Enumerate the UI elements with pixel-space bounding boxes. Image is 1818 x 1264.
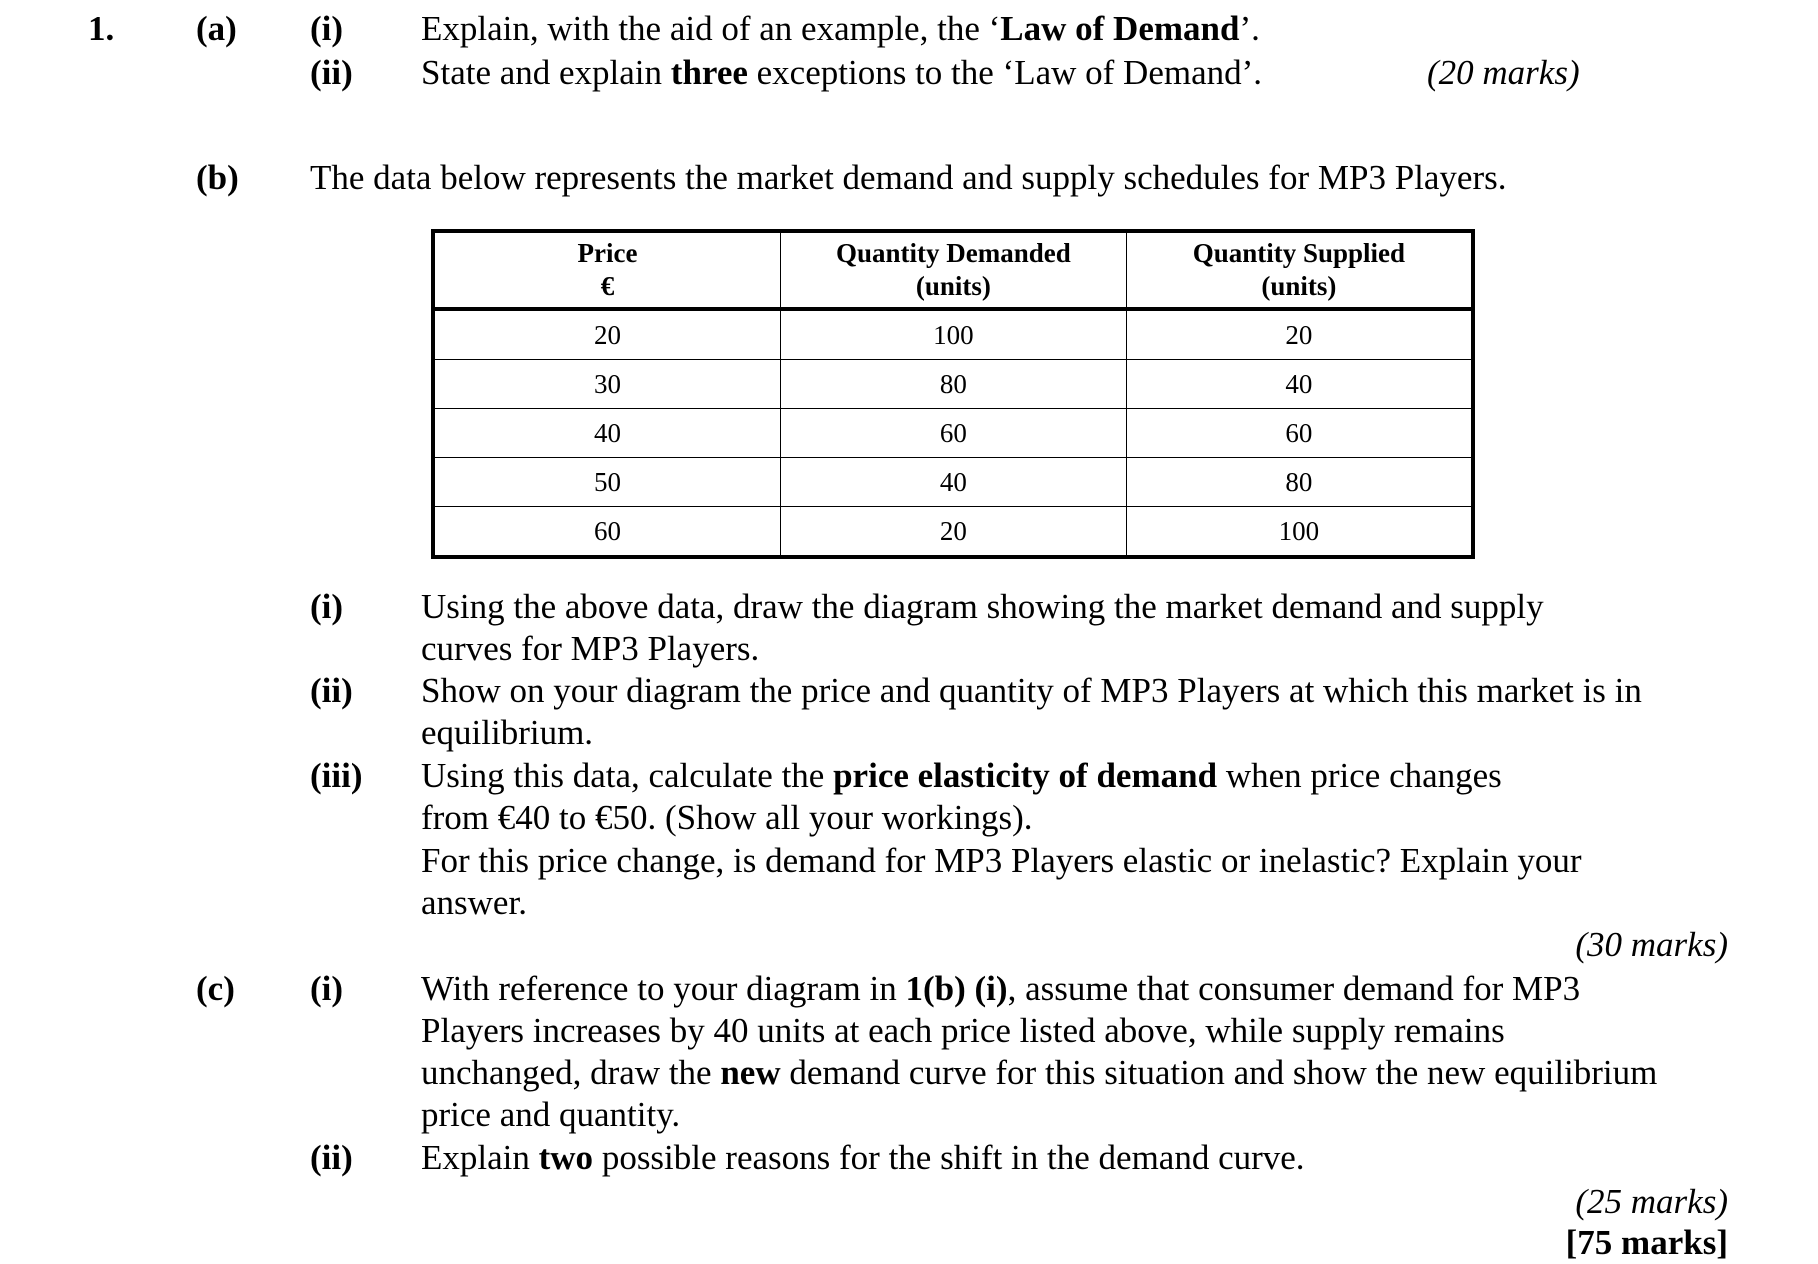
cell-qs: 20 [1126,309,1473,360]
part-a-marks: (20 marks) [1427,53,1580,92]
part-c-i-line1: With reference to your diagram in 1(b) (i), assume that consumer demand for MP3 [421,969,1581,1008]
cell-qd: 20 [780,507,1126,558]
part-b-ii-label: (ii) [310,671,353,710]
cell-qd: 60 [780,409,1126,458]
part-a-ii-label: (ii) [310,53,353,92]
header-price: Price € [433,231,780,309]
table-header-row [433,231,1473,309]
part-a-label: (a) [196,9,237,48]
part-b-i-label: (i) [310,587,344,626]
part-b-iii-label: (iii) [310,756,363,795]
part-a-i-label: (i) [310,9,344,48]
question-number: 1. [88,9,115,48]
part-c-marks: (25 marks) [1575,1182,1728,1221]
part-b-intro: The data below represents the market demand and supply schedules for MP3 Players. [310,158,1507,197]
part-b-iii-line4: answer. [421,883,527,922]
table-row [433,309,1473,360]
total-marks: [75 marks] [1565,1223,1728,1262]
header-quantity-supplied: Quantity Supplied (units) [1126,231,1473,309]
table-row [433,360,1473,409]
cell-price: 30 [433,360,780,409]
part-b-label: (b) [196,158,239,197]
part-b-iii-line2: from €40 to €50. (Show all your workings). [421,798,1033,837]
cell-price: 50 [433,458,780,507]
cell-qd: 80 [780,360,1126,409]
part-c-i-line2: Players increases by 40 units at each price listed above, while supply remains [421,1011,1505,1050]
part-c-ii-text: Explain two possible reasons for the shift in the demand curve. [421,1138,1305,1177]
cell-qs: 80 [1126,458,1473,507]
cell-qs: 60 [1126,409,1473,458]
cell-qd: 100 [780,309,1126,360]
part-c-i-line3: unchanged, draw the new demand curve for this situation and show the new equilibrium [421,1053,1658,1092]
part-a-i-text: Explain, with the aid of an example, the ‘Law of Demand’. [421,9,1260,48]
part-c-i-label: (i) [310,969,344,1008]
schedule-table [431,229,1475,559]
cell-qd: 40 [780,458,1126,507]
cell-price: 40 [433,409,780,458]
table-row [433,409,1473,458]
cell-qs: 40 [1126,360,1473,409]
part-b-i-line2: curves for MP3 Players. [421,629,760,668]
cell-price: 60 [433,507,780,558]
cell-qs: 100 [1126,507,1473,558]
table-row [433,507,1473,558]
part-c-i-line4: price and quantity. [421,1095,681,1134]
table-row [433,458,1473,507]
part-b-ii-line2: equilibrium. [421,713,594,752]
part-b-i-line1: Using the above data, draw the diagram showing the market demand and supply [421,587,1544,626]
part-b-ii-line1: Show on your diagram the price and quantity of MP3 Players at which this market is in [421,671,1642,710]
part-c-ii-label: (ii) [310,1138,353,1177]
header-quantity-demanded: Quantity Demanded (units) [780,231,1126,309]
part-b-iii-line1: Using this data, calculate the price elasticity of demand when price changes [421,756,1502,795]
part-a-ii-text: State and explain three exceptions to the ‘Law of Demand’. [421,53,1263,92]
cell-price: 20 [433,309,780,360]
part-b-iii-line3: For this price change, is demand for MP3 Players elastic or inelastic? Explain your [421,841,1582,880]
part-c-label: (c) [196,969,235,1008]
part-b-marks: (30 marks) [1575,925,1728,964]
